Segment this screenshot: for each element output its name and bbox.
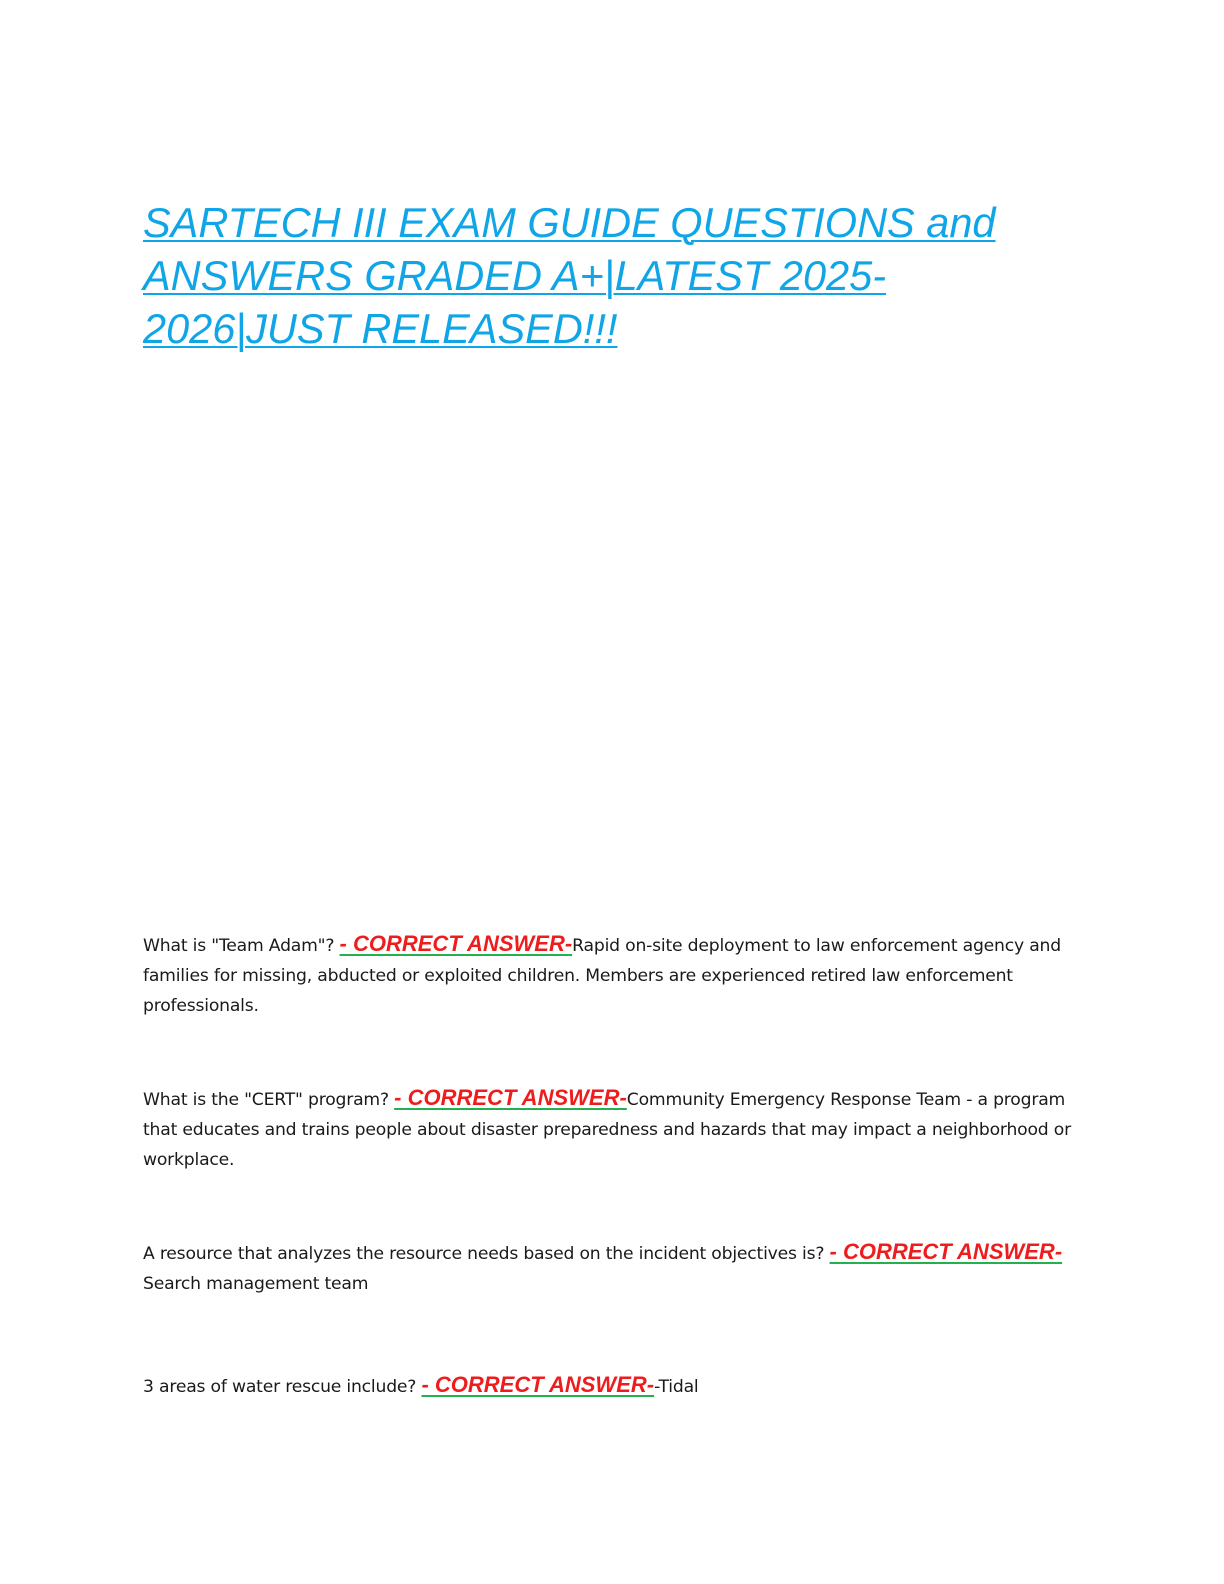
qa-item <box>143 1370 1073 1402</box>
document-title: SARTECH III EXAM GUIDE QUESTIONS and ANSWERS GRADED A+|LATEST 2025-2026|JUST RELEASED!!! <box>143 199 996 352</box>
answer-text: -Tidal <box>654 1377 699 1397</box>
answer-text: Rapid on-site deployment to law enforcement agency and families for missing, abducted or exploited children. Members are experienced retired law enforcement professionals. <box>143 936 1061 1016</box>
question-text: What is "Team Adam"? <box>143 936 340 956</box>
answer-text: Search management team <box>143 1274 369 1294</box>
qa-item <box>143 929 1073 1021</box>
question-text: What is the "CERT" program? <box>143 1090 395 1110</box>
question-text: 3 areas of water rescue include? <box>143 1377 422 1397</box>
answer-text: Community Emergency Response Team - a program that educates and trains people about disaster preparedness and hazards that may impact a neighborhood or workplace. <box>143 1090 1071 1170</box>
qa-item <box>143 1083 1073 1175</box>
correct-answer-tag: - CORRECT ANSWER- <box>394 1085 627 1110</box>
correct-answer-tag: - CORRECT ANSWER- <box>421 1372 655 1397</box>
qa-item <box>143 1237 1073 1299</box>
correct-answer-tag: - CORRECT ANSWER- <box>829 1239 1063 1264</box>
correct-answer-tag: - CORRECT ANSWER- <box>339 931 573 956</box>
question-text: A resource that analyzes the resource needs based on the incident objectives is? <box>143 1244 830 1264</box>
